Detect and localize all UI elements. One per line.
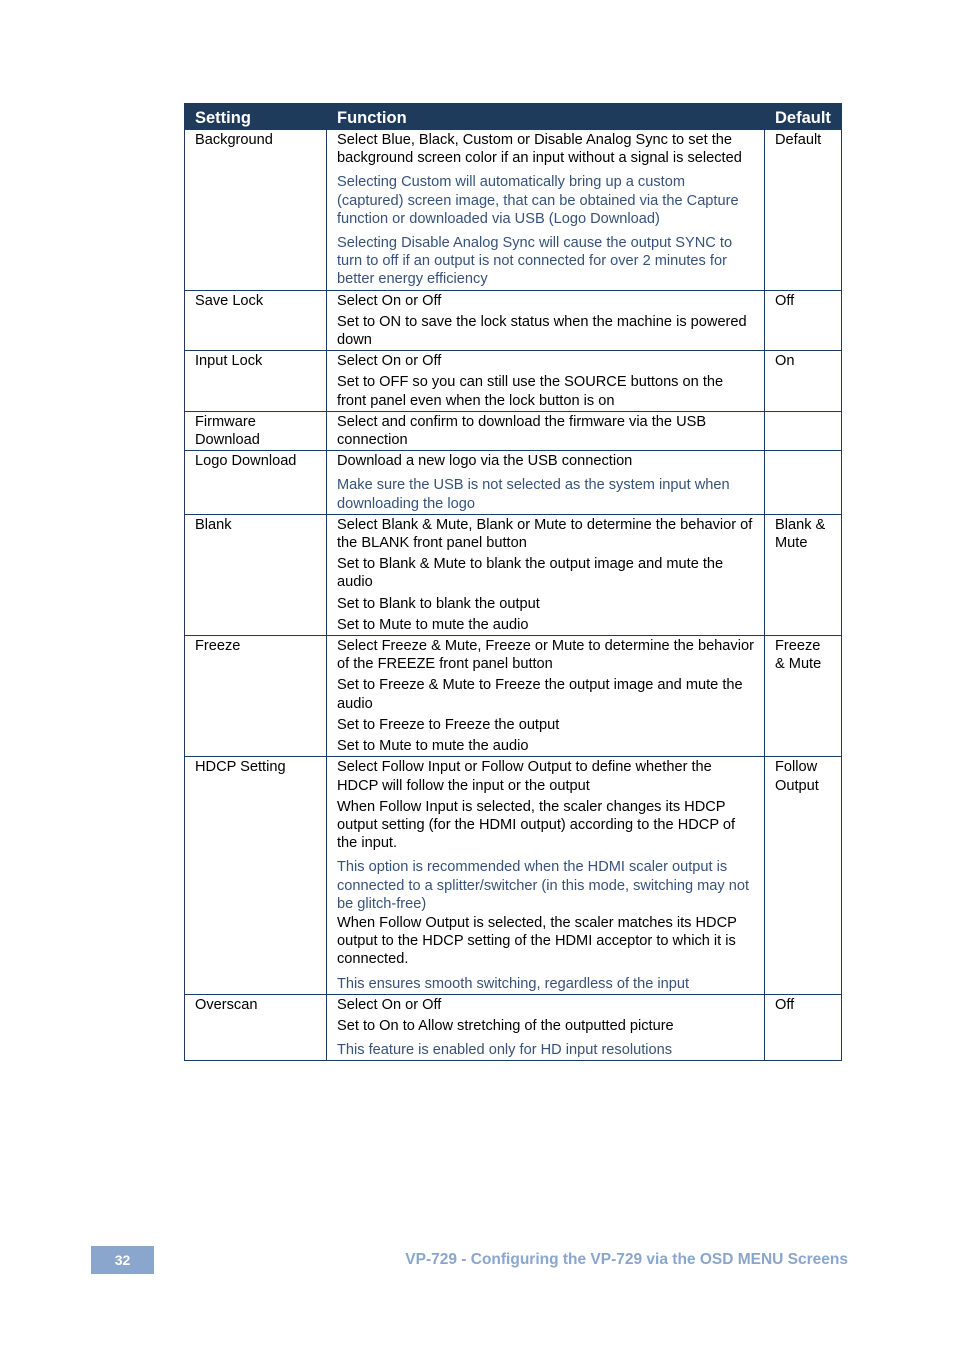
function-text: Set to Mute to mute the audio: [337, 616, 529, 633]
function-text: Select Blank & Mute, Blank or Mute to determine the behavior of the BLANK front panel button: [337, 516, 753, 552]
header-setting: Setting: [185, 104, 327, 130]
function-cell: [327, 411, 765, 450]
function-text: Select On or Off: [337, 292, 442, 309]
function-text: Set to Mute to mute the audio: [337, 738, 529, 755]
function-text: Set to Freeze & Mute to Freeze the output image and mute the audio: [337, 677, 743, 712]
function-cell: [327, 290, 765, 351]
function-text: When Follow Output is selected, the scaler matches its HDCP output to the HDCP setting of the HDMI acceptor to which it is connected.: [337, 914, 737, 968]
default-cell: On: [765, 351, 842, 412]
function-text: Select On or Off: [337, 353, 442, 370]
header-function: Function: [327, 104, 765, 130]
default-cell: Follow Output: [765, 757, 842, 994]
table-row: [185, 290, 842, 351]
function-text: Select and confirm to download the firmware via the USB connection: [337, 413, 707, 449]
function-cell: [327, 130, 765, 291]
setting-cell: Logo Download: [185, 451, 327, 515]
setting-cell: HDCP Setting: [185, 757, 327, 994]
default-cell: [765, 411, 842, 450]
function-note: This ensures smooth switching, regardless of the input: [337, 975, 690, 992]
setting-cell: Blank: [185, 514, 327, 635]
function-note: Selecting Disable Analog Sync will cause the output SYNC to turn to off if an output is not connected for over 2 minutes for better energy efficiency: [337, 235, 733, 288]
header-row: [185, 104, 842, 130]
function-cell: [327, 351, 765, 412]
function-note: This feature is enabled only for HD input resolutions: [337, 1042, 673, 1059]
function-cell: [327, 636, 765, 757]
function-cell: [327, 994, 765, 1061]
function-text: When Follow Input is selected, the scaler changes its HDCP output setting (for the HDMI output) according to the HDCP of the input.: [337, 798, 736, 852]
function-cell: [327, 514, 765, 635]
table-header: [185, 104, 842, 130]
settings-table: [184, 103, 842, 1061]
table-row: [185, 757, 842, 994]
setting-cell: Freeze: [185, 636, 327, 757]
function-text: Set to ON to save the lock status when the machine is powered down: [337, 313, 747, 349]
default-cell: Blank & Mute: [765, 514, 842, 635]
header-default: Default: [765, 104, 842, 130]
function-text: Set to On to Allow stretching of the outputted picture: [337, 1017, 674, 1034]
function-cell: [327, 757, 765, 994]
default-cell: [765, 451, 842, 515]
function-text: Select Blue, Black, Custom or Disable Analog Sync to set the background screen color if an input without a signal is selected: [337, 132, 742, 167]
function-text: Select Follow Input or Follow Output to define whether the HDCP will follow the input or the output: [337, 759, 712, 794]
default-cell: Default: [765, 130, 842, 291]
page-number: 32: [91, 1246, 154, 1274]
function-note: Selecting Custom will automatically bring up a custom (captured) screen image, that can be obtained via the Capture function or downloaded via USB (Logo Download): [337, 174, 739, 227]
table-row: [185, 994, 842, 1061]
function-text: Set to Freeze to Freeze the output: [337, 716, 560, 733]
table-row: [185, 514, 842, 635]
setting-cell: Save Lock: [185, 290, 327, 351]
default-cell: Off: [765, 994, 842, 1061]
function-text: Set to OFF so you can still use the SOURCE buttons on the front panel even when the lock button is on: [337, 374, 724, 409]
footer-title: VP-729 - Configuring the VP-729 via the OSD MENU Screens: [405, 1251, 848, 1268]
function-text: Set to Blank to blank the output: [337, 595, 540, 612]
table-row: [185, 351, 842, 412]
function-note: This option is recommended when the HDMI scaler output is connected to a splitter/switcher (in this mode, switching may not be glitch-free): [337, 859, 750, 912]
table-row: [185, 130, 842, 291]
setting-cell: Overscan: [185, 994, 327, 1061]
default-cell: Off: [765, 290, 842, 351]
default-cell: Freeze & Mute: [765, 636, 842, 757]
function-note: Make sure the USB is not selected as the system input when downloading the logo: [337, 477, 730, 512]
table-row: [185, 451, 842, 515]
setting-cell: Input Lock: [185, 351, 327, 412]
table-body: [185, 130, 842, 1061]
table-row: [185, 411, 842, 450]
function-text: Select Freeze & Mute, Freeze or Mute to determine the behavior of the FREEZE front panel button: [337, 638, 754, 673]
function-text: Select On or Off: [337, 996, 442, 1013]
setting-cell: Background: [185, 130, 327, 291]
table-row: [185, 636, 842, 757]
setting-cell: Firmware Download: [185, 411, 327, 450]
function-text: Set to Blank & Mute to blank the output image and mute the audio: [337, 556, 724, 591]
function-text: Download a new logo via the USB connection: [337, 453, 633, 470]
function-cell: [327, 451, 765, 515]
